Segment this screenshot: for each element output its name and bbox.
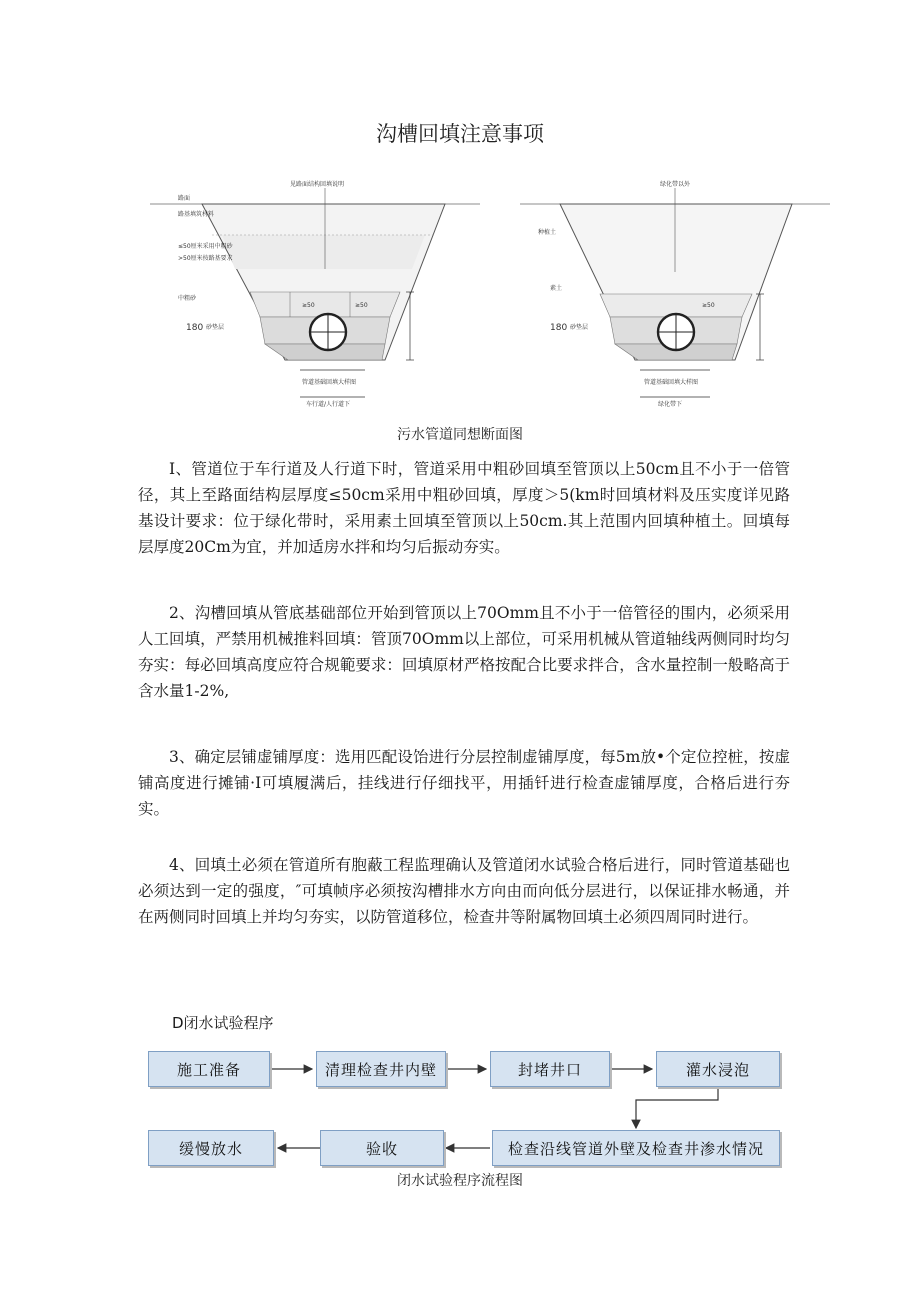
left-label-6: 砂垫层 (206, 324, 225, 331)
paragraph-1: I、管道位于车行道及人行道下时，管道采用中粗砂回填至管顶以上50cm且不小于一倍管径，其上至路面结构层厚度≤50cm采用中粗砂回填，厚度＞5(km时回填材料及压实度详见路基设计要求：位于绿化带时，采用素土回填至管顶以上50cm.其上范围内回填种植土。回填每层厚度20Cm为宜，并加适房水拌和均匀后振动夯实。 (138, 460, 790, 556)
right-label-0: 种植土 (538, 229, 557, 236)
left-label-5: 180 (186, 323, 204, 333)
right-label-6: 绿化带下 (658, 401, 683, 408)
flow-step-prepare: 施工准备 (148, 1051, 270, 1087)
flow-step-drain: 缓慢放水 (148, 1130, 274, 1166)
right-label-5: 管道基础回填大样图 (644, 379, 699, 386)
flow-step-acceptance: 验收 (320, 1130, 444, 1166)
right-top-label: 绿化带以外 (660, 181, 691, 188)
right-label-3: 砂垫层 (570, 324, 589, 331)
paragraph-4: 4、回填土必须在管道所有胞蔽工程监理确认及管道闭水试验合格后进行，同时管道基础也必须达到一定的强度，″可填帧序必须按沟槽排水方向由而向低分层进行，以保证排水畅通，并在两侧同时回填上并均匀夯实，以防管道移位，检查井等附属物回填土必须四周同时进行。 (138, 856, 790, 926)
flow-step-clean-manhole: 清理检查井内壁 (316, 1051, 446, 1087)
left-top-label: 见路面结构回填说明 (290, 181, 345, 188)
paragraph-2: 2、沟槽回填从管底基础部位开始到管顶以上70Omm且不小于一倍管径的围内，必须采用人工回填，严禁用机械推料回填：管顶70Omm以上部位，可采用机械从管道轴线两侧同时均匀夯实：每必回填高度应符合规範要求：回填原材严格按配合比要求拌合，含水量控制一般略高于含水量1-2%, (138, 604, 790, 700)
right-label-4: ≥50 (702, 302, 715, 309)
flow-subheading: D闭水试验程序 (172, 1014, 274, 1032)
figure-caption: 污水管道同想断面图 (397, 427, 523, 443)
left-label-4: 中粗砂 (178, 295, 197, 302)
left-label-7: ≥50 (302, 302, 315, 309)
left-label-10: 车行道/人行道下 (306, 401, 351, 408)
left-label-3: >50厘米按路基要求 (178, 255, 233, 262)
left-label-1: 路基填筑材料 (178, 211, 215, 218)
right-label-1: 素土 (550, 285, 563, 292)
right-label-2: 180 (550, 323, 568, 333)
flow-step-fill-soak: 灌水浸泡 (656, 1051, 780, 1087)
flow-step-inspect-leakage: 检查沿线管道外壁及检查井渗水情况 (492, 1130, 780, 1166)
left-label-0: 路面 (178, 195, 191, 202)
flow-caption: 闭水试验程序流程图 (397, 1173, 523, 1189)
paragraph-3: 3、确定层铺虚铺厚度：选用匹配设饴进行分层控制虚铺厚度，每5m放•个定位控桩，按虚铺高度进行摊铺·I可填履满后，挂线进行仔细找平，用插钎进行检查虚铺厚度，合格后进行夯实。 (138, 748, 790, 818)
page-title: 沟槽回填注意事项 (376, 122, 544, 146)
flow-step-seal-wellhead: 封堵井口 (490, 1051, 610, 1087)
left-label-8: ≥50 (355, 302, 368, 309)
left-label-2: ≤50厘米采用中粗砂 (178, 243, 233, 250)
left-label-9: 管道基础回填大样图 (302, 379, 357, 386)
